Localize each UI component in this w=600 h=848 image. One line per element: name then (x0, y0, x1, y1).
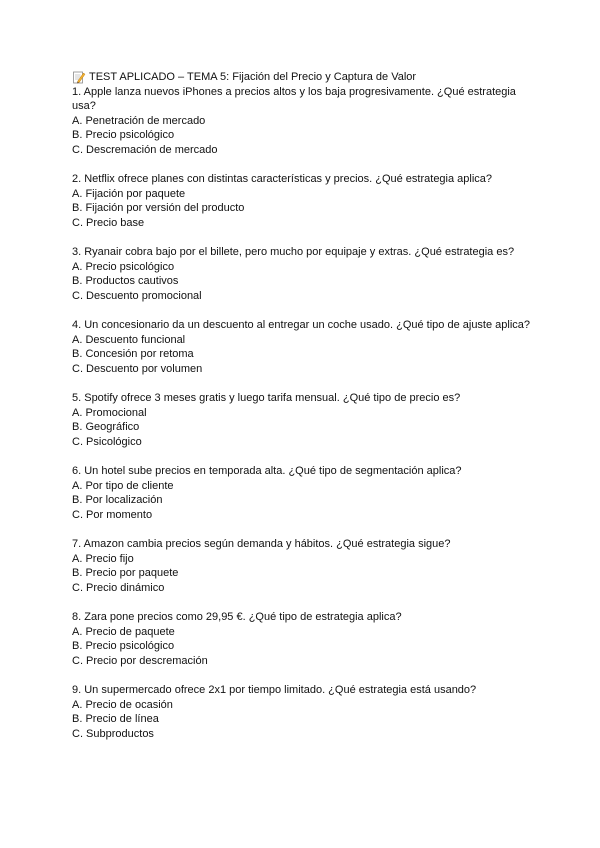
answer-options (72, 260, 542, 304)
question-block-5 (72, 391, 542, 449)
answer-options (72, 187, 542, 231)
document-page (72, 70, 542, 756)
answer-option-a: A. Fijación por paquete (72, 187, 186, 200)
answer-option-c: C. Descuento por volumen (72, 362, 203, 375)
question-block-4 (72, 318, 542, 376)
question-text: 5. Spotify ofrece 3 meses gratis y luego tarifa mensual. ¿Qué tipo de precio es? (72, 392, 461, 405)
answer-options (72, 625, 542, 669)
answer-option-a: A. Penetración de mercado (72, 114, 206, 127)
answer-options (72, 479, 542, 523)
answer-option-c: C. Subproductos (72, 727, 154, 740)
question-list (72, 85, 542, 742)
question-text: 1. Apple lanza nuevos iPhones a precios altos y los baja progresivamente. ¿Qué estrategia usa? (72, 85, 516, 113)
answer-option-b: B. Precio psicológico (72, 640, 175, 653)
answer-option-b: B. Precio psicológico (72, 129, 175, 142)
answer-option-c: C. Descuento promocional (72, 289, 202, 302)
question-text: 4. Un concesionario da un descuento al entregar un coche usado. ¿Qué tipo de ajuste aplica? (72, 319, 531, 332)
answer-options (72, 552, 542, 596)
answer-option-a: A. Precio psicológico (72, 260, 175, 273)
question-block-2 (72, 172, 542, 230)
answer-option-b: B. Geográfico (72, 421, 140, 434)
answer-option-c: C. Por momento (72, 508, 153, 521)
answer-options (72, 114, 542, 158)
answer-options (72, 333, 542, 377)
question-text: 8. Zara pone precios como 29,95 €. ¿Qué tipo de estrategia aplica? (72, 610, 402, 623)
answer-option-b: B. Concesión por retoma (72, 348, 194, 361)
question-text: 3. Ryanair cobra bajo por el billete, pero mucho por equipaje y extras. ¿Qué estrategia es? (72, 246, 515, 259)
question-text: 2. Netflix ofrece planes con distintas características y precios. ¿Qué estrategia aplica? (72, 173, 493, 186)
title-text: TEST APLICADO – TEMA 5: Fijación del Precio y Captura de Valor (89, 71, 417, 83)
question-block-3 (72, 245, 542, 303)
question-text: 7. Amazon cambia precios según demanda y hábitos. ¿Qué estrategia sigue? (72, 538, 451, 550)
answer-option-c: C. Precio base (72, 216, 145, 229)
answer-option-b: B. Productos cautivos (72, 275, 179, 288)
answer-option-b: B. Precio de línea (72, 713, 159, 726)
question-block-6 (72, 464, 542, 522)
question-block-1 (72, 85, 542, 158)
answer-option-a: A. Promocional (72, 406, 147, 419)
question-block-8 (72, 610, 542, 668)
question-block-7 (72, 537, 542, 595)
answer-options (72, 698, 542, 742)
answer-option-a: A. Precio fijo (72, 552, 134, 565)
answer-options (72, 406, 542, 450)
question-block-9 (72, 683, 542, 741)
answer-option-b: B. Por localización (72, 494, 163, 507)
answer-option-a: A. Precio de ocasión (72, 698, 173, 711)
question-text: 6. Un hotel sube precios en temporada alta. ¿Qué tipo de segmentación aplica? (72, 465, 462, 478)
answer-option-b: B. Fijación por versión del producto (72, 202, 245, 215)
answer-option-c: C. Psicológico (72, 435, 142, 448)
answer-option-c: C. Precio por descremación (72, 654, 208, 667)
answer-option-c: C. Descremación de mercado (72, 143, 218, 156)
answer-option-c: C. Precio dinámico (72, 581, 165, 594)
answer-option-a: A. Precio de paquete (72, 625, 175, 638)
answer-option-a: A. Por tipo de cliente (72, 479, 174, 492)
memo-pencil-icon (72, 70, 86, 84)
question-text: 9. Un supermercado ofrece 2x1 por tiempo limitado. ¿Qué estrategia está usando? (72, 683, 477, 696)
answer-option-b: B. Precio por paquete (72, 567, 179, 580)
answer-option-a: A. Descuento funcional (72, 333, 186, 346)
document-title (72, 70, 542, 85)
